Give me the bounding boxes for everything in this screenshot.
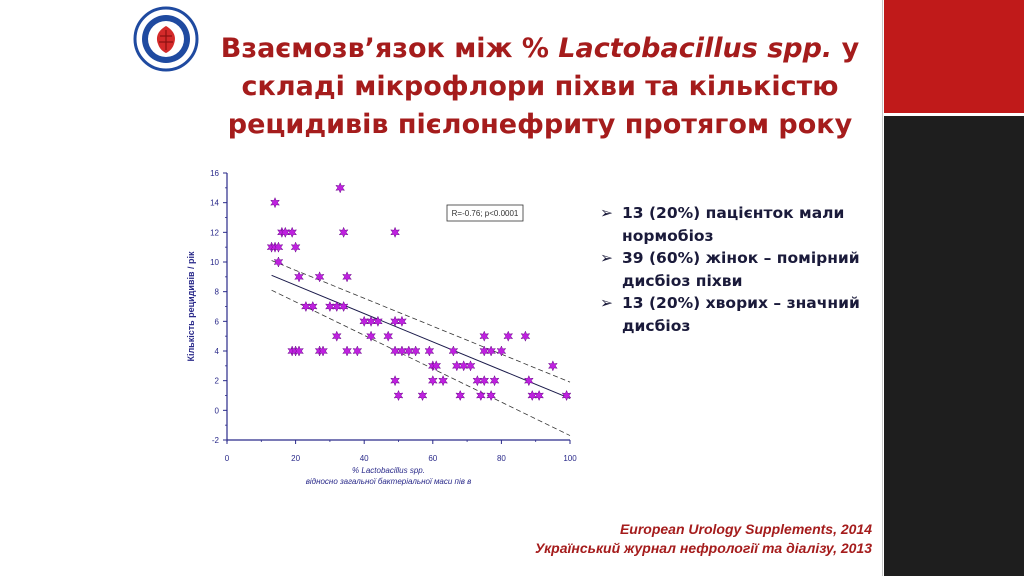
data-point [497,346,506,356]
data-point [428,376,437,386]
x-tick-label: 60 [428,454,438,463]
y-tick-label: 16 [210,169,219,178]
data-point [391,346,400,356]
data-point [367,331,376,341]
data-point [480,376,489,386]
y-tick-label: 14 [210,198,219,208]
data-point [315,272,324,282]
y-tick-label: -2 [211,436,219,445]
x-tick-label: 0 [224,454,230,463]
chart-labels [186,169,577,486]
data-point [490,376,499,386]
data-point [291,242,300,252]
y-tick-label: 12 [210,228,219,238]
data-point [473,376,482,386]
data-point [466,361,475,371]
reference-2: Український журнал нефрології та діалізу, 2013 [534,540,872,556]
x-tick-label: 80 [496,454,506,463]
data-point [449,346,458,356]
slide-title: Взаємозв’язок між % Lactobacillus spp. у складі мікрофлори піхви та кількістю рецидивів пієлонефриту протягом року [220,33,860,140]
data-point [452,361,461,371]
data-point [521,331,530,341]
y-axis-label: Кількість рецидивів / рік [186,251,196,362]
x-tick-label: 100 [563,454,577,463]
data-point [326,302,335,312]
chart-regression-lines [272,261,570,436]
x-tick-label: 40 [359,454,369,463]
bullet-list [600,202,870,337]
data-point [480,346,489,356]
data-point [391,376,400,386]
data-point [360,316,369,326]
chart-points [267,183,571,401]
y-tick-label: 2 [214,376,219,386]
data-point [411,346,420,356]
data-point [391,227,400,237]
data-point [404,346,413,356]
data-point [394,391,403,401]
data-point [504,331,513,341]
data-point [336,183,345,193]
data-point [288,227,297,237]
bullet-item: ➢ 13 (20%) хворих – значний дисбіоз [600,294,860,335]
y-tick-label: 4 [214,347,219,356]
data-point [308,302,317,312]
data-point [343,272,352,282]
arrow-bullet-icon: ➢ [600,204,613,222]
x-axis-sublabel: відносно загальної бактеріальної маси пів в [305,477,472,486]
data-point [398,346,407,356]
data-point [302,302,311,312]
bullet-item: ➢ 13 (20%) пацієнток мали нормобіоз [600,204,845,245]
data-point [535,391,544,401]
data-point [271,198,280,208]
data-point [459,361,468,371]
arrow-bullet-icon: ➢ [600,249,613,267]
bullet-item: ➢ 39 (60%) жінок – помірний дисбіоз піхви [600,249,860,290]
data-point [439,376,448,386]
data-point [353,346,362,356]
reference-1: European Urology Supplements, 2014 [619,521,872,537]
data-point [339,227,348,237]
y-tick-label: 6 [214,317,219,327]
data-point [476,391,485,401]
data-point [480,331,489,341]
confidence-lower-line [272,290,570,435]
data-point [456,391,465,401]
data-point [528,391,537,401]
data-point [384,331,393,341]
data-point [425,346,434,356]
data-point [343,346,352,356]
correlation-annotation: R=-0.76; p<0.0001 [451,209,519,218]
data-point [332,331,341,341]
arrow-bullet-icon: ➢ [600,294,613,312]
y-tick-label: 0 [214,406,219,416]
x-tick-label: 20 [291,454,301,463]
x-axis-label: % Lactobacillus spp. [352,466,425,475]
data-point [418,391,427,401]
data-point [549,361,558,371]
y-tick-label: 8 [214,287,219,297]
references [535,520,872,558]
data-point [398,316,407,326]
y-tick-label: 10 [210,258,219,267]
